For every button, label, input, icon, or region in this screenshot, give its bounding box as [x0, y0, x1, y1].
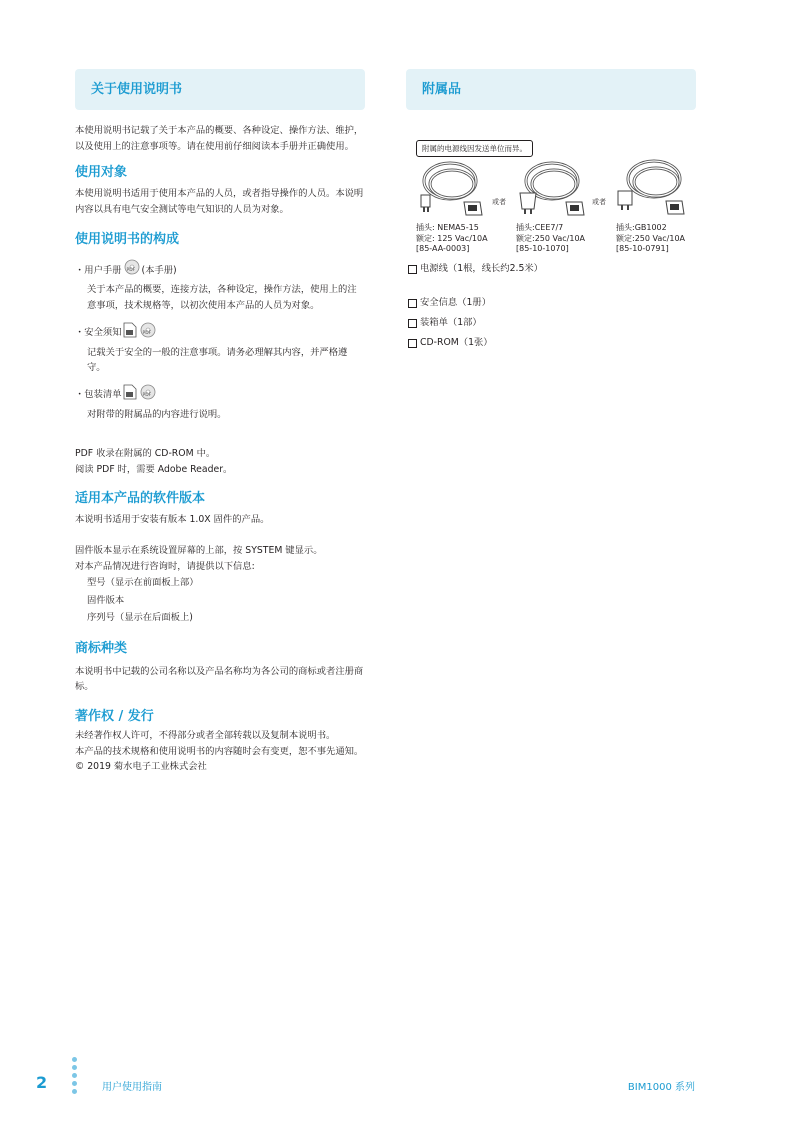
cord-part-number: [85-10-0791] [616, 244, 669, 253]
copyright-notice: © 2019 菊水电子工业株式会社 [75, 761, 207, 773]
manual-item-desc: 记载关于安全的一般的注意事项。请务必理解其内容，并严格遵守。 [87, 346, 348, 374]
checklist-label: 装箱单（1部） [420, 317, 482, 328]
checklist-item-cd-rom [408, 336, 543, 350]
cord-plug: 插头:GB1002 [616, 223, 667, 232]
cord-caption-gb [616, 223, 685, 255]
pdf-note-cdrom: PDF 收录在附属的 CD-ROM 中。 [75, 448, 216, 460]
cd-rom-icon [140, 384, 156, 407]
info-item-firmware: 固件版本 [87, 594, 125, 606]
cord-rating: 额定: 125 Vac/10A [416, 233, 488, 243]
inquiry-text: 对本产品情况进行咨询时，请提供以下信息: [75, 560, 255, 572]
cord-plug: 插头:CEE7/7 [516, 223, 564, 232]
pdf-badge: PDF [142, 392, 151, 398]
accessories-heading: 附属品 [406, 69, 696, 110]
checkbox-icon [408, 339, 417, 348]
cord-rating: 额定:250 Vac/10A [516, 233, 586, 243]
trademark-heading: 商标种类 [75, 640, 128, 656]
right-column [406, 69, 696, 369]
power-cord-gb-icon [614, 157, 694, 223]
info-item-serial: 序列号（显示在后面板上) [87, 612, 193, 624]
trademark-text: 本说明书中记载的公司名称以及产品名称均为各公司的商标或者注册商标。 [75, 665, 364, 693]
info-item-model: 型号（显示在前面板上部） [87, 577, 199, 589]
manual-item-safety [75, 322, 365, 345]
software-text: 本说明书适用于安装有版本 1.0X 固件的产品。 [75, 513, 270, 525]
or-label: 或者 [592, 198, 606, 206]
checkbox-icon [408, 299, 417, 308]
cd-rom-icon [140, 322, 156, 345]
checklist-label: 安全信息（1册） [420, 297, 491, 308]
checkbox-icon [408, 265, 417, 274]
software-heading: 适用本产品的软件版本 [75, 490, 206, 506]
cord-caption-nema [416, 223, 488, 255]
pdf-badge: PDF [142, 330, 151, 336]
checkbox-icon [408, 319, 417, 328]
power-cord-nema-icon [414, 157, 494, 223]
or-label: 或者 [492, 198, 506, 206]
cord-plug: 插头: NEMA5-15 [416, 223, 479, 232]
spec-change-text: 本产品的技术规格和使用说明书的内容随时会有变更，恕不事先通知。 [75, 745, 364, 757]
footer-title: 用户使用指南 [102, 1082, 162, 1093]
firmware-text: 固件版本显示在系统设置屏幕的上部，按 SYSTEM 键显示。 [75, 545, 323, 557]
about-manual-text: 本使用说明书记载了关于本产品的概要、各种设定、操作方法、维护，以及使用上的注意事项等。请在使用前仔细阅读本手册并正确使用。 [75, 125, 364, 152]
checklist-item-safety-info [408, 296, 543, 310]
checklist-label: CD-ROM（1张） [420, 337, 493, 348]
audience-text: 本使用说明书适用于使用本产品的人员，或者指导操作的人员。本说明内容以具有电气安全测试等电气知识的人员为对象。 [75, 188, 364, 215]
power-cord-note: 附属的电源线因发送单位而异。 [416, 140, 533, 157]
page-number: 2 [36, 1073, 48, 1092]
manual-item-label: ・用户手册 [75, 264, 122, 276]
checklist-item-packing-list [408, 316, 543, 330]
checklist-item-power-cord [408, 262, 543, 276]
audience-heading: 使用对象 [75, 165, 128, 181]
manual-item-user [75, 259, 365, 282]
manual-item-packing [75, 384, 365, 407]
left-column [75, 69, 365, 775]
footer-series: BIM1000 系列 [627, 1082, 695, 1093]
power-cord-cee-icon [514, 157, 594, 223]
manual-item-suffix: (本手册) [141, 264, 177, 276]
checklist-label: 电源线（1根，线长约2.5米） [420, 263, 543, 274]
copyright-text: 未经著作权人许可，不得部分或者全部转载以及复制本说明书。 [75, 730, 336, 741]
pdf-badge: PDF [126, 268, 135, 274]
cd-rom-icon [124, 259, 140, 282]
cord-part-number: [85-AA-0003] [416, 244, 470, 253]
pdf-note-reader: 阅读 PDF 时，需要 Adobe Reader。 [75, 463, 233, 475]
footer-dots-decoration [72, 1057, 80, 1097]
cord-rating: 额定:250 Vac/10A [616, 233, 686, 243]
cord-caption-cee [516, 223, 585, 255]
manual-item-label: ・包装清单 [75, 389, 122, 401]
manual-item-label: ・安全须知 [75, 327, 122, 339]
structure-heading: 使用说明书的构成 [75, 232, 180, 248]
copyright-heading: 著作权 / 发行 [75, 709, 154, 724]
about-manual-heading: 关于使用说明书 [75, 69, 365, 110]
manual-item-desc: 关于本产品的概要，连接方法，各种设定，操作方法，使用上的注意事项，技术规格等，以初次使用本产品的人员为对象。 [87, 284, 357, 311]
manual-item-desc: 对附带的附属品的内容进行说明。 [87, 408, 227, 420]
cord-part-number: [85-10-1070] [516, 244, 569, 253]
printed-document-icon [123, 322, 137, 345]
printed-document-icon [123, 384, 137, 407]
